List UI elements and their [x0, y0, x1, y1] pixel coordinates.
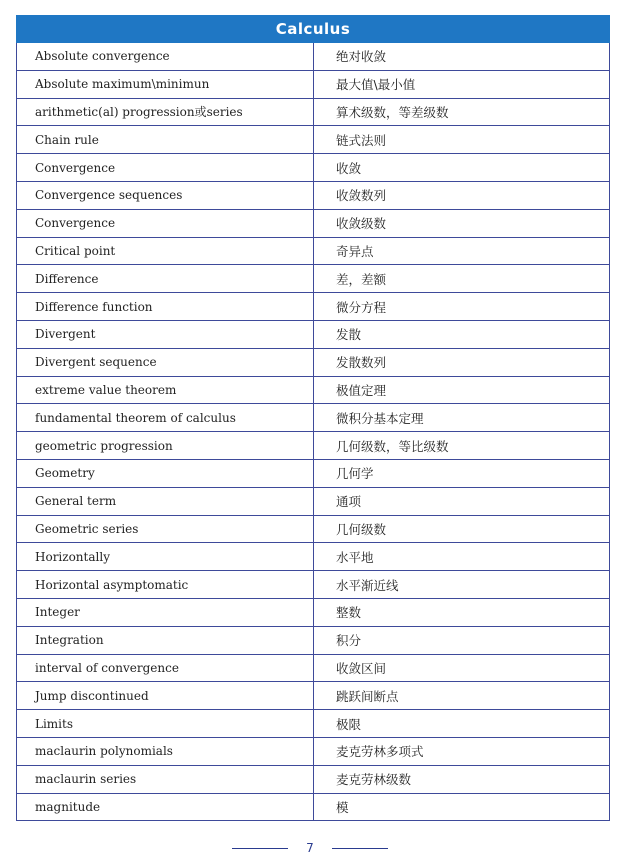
term-english: geometric progression — [17, 432, 314, 460]
term-english: magnitude — [17, 793, 314, 821]
term-english: interval of convergence — [17, 654, 314, 682]
page-number: 7 — [306, 841, 314, 855]
term-chinese: 最大值\最小值 — [314, 70, 610, 98]
term-english: Jump discontinued — [17, 682, 314, 710]
term-chinese: 收敛 — [314, 154, 610, 182]
table-row — [17, 376, 610, 404]
table-row — [17, 598, 610, 626]
term-english: Difference function — [17, 293, 314, 321]
term-english: Horizontal asymptomatic — [17, 571, 314, 599]
term-english: Difference — [17, 265, 314, 293]
term-english: fundamental theorem of calculus — [17, 404, 314, 432]
term-chinese: 麦克劳林级数 — [314, 765, 610, 793]
table-row — [17, 432, 610, 460]
term-chinese: 积分 — [314, 626, 610, 654]
table-row — [17, 181, 610, 209]
table-row — [17, 404, 610, 432]
table-row — [17, 737, 610, 765]
term-english: Absolute convergence — [17, 43, 314, 71]
table-row — [17, 793, 610, 821]
term-english: Integer — [17, 598, 314, 626]
table-row — [17, 682, 610, 710]
term-chinese: 通项 — [314, 487, 610, 515]
term-english: Divergent — [17, 320, 314, 348]
table-row — [17, 126, 610, 154]
term-english: Convergence sequences — [17, 181, 314, 209]
term-chinese: 水平渐近线 — [314, 571, 610, 599]
table-row — [17, 265, 610, 293]
term-english: General term — [17, 487, 314, 515]
term-english: arithmetic(al) progression或series — [17, 98, 314, 126]
term-chinese: 极限 — [314, 710, 610, 738]
term-english: Geometry — [17, 459, 314, 487]
table-row — [17, 320, 610, 348]
term-chinese: 微积分基本定理 — [314, 404, 610, 432]
table-row — [17, 70, 610, 98]
table-row — [17, 348, 610, 376]
footer-rule-right — [332, 848, 388, 849]
table-row — [17, 626, 610, 654]
term-chinese: 绝对收敛 — [314, 43, 610, 71]
table-row — [17, 571, 610, 599]
term-english: Geometric series — [17, 515, 314, 543]
term-english: maclaurin polynomials — [17, 737, 314, 765]
term-rows — [17, 43, 610, 821]
table-row — [17, 293, 610, 321]
term-english: Absolute maximum\minimun — [17, 70, 314, 98]
table-row — [17, 459, 610, 487]
term-english: Limits — [17, 710, 314, 738]
term-english: Convergence — [17, 209, 314, 237]
term-chinese: 发散 — [314, 320, 610, 348]
term-chinese: 几何级数 — [314, 515, 610, 543]
table-row — [17, 98, 610, 126]
table-row — [17, 654, 610, 682]
term-english: Horizontally — [17, 543, 314, 571]
table-row — [17, 237, 610, 265]
term-english: Divergent sequence — [17, 348, 314, 376]
term-chinese: 收敛数列 — [314, 181, 610, 209]
term-english: maclaurin series — [17, 765, 314, 793]
calculus-glossary-table — [16, 15, 610, 821]
term-english: Integration — [17, 626, 314, 654]
term-english: Chain rule — [17, 126, 314, 154]
table-row — [17, 43, 610, 71]
term-chinese: 模 — [314, 793, 610, 821]
page-footer — [0, 838, 620, 858]
term-chinese: 微分方程 — [314, 293, 610, 321]
term-chinese: 跳跃间断点 — [314, 682, 610, 710]
term-chinese: 发散数列 — [314, 348, 610, 376]
table-row — [17, 543, 610, 571]
term-chinese: 麦克劳林多项式 — [314, 737, 610, 765]
term-english: extreme value theorem — [17, 376, 314, 404]
term-chinese: 几何学 — [314, 459, 610, 487]
term-chinese: 收敛级数 — [314, 209, 610, 237]
term-chinese: 奇异点 — [314, 237, 610, 265]
footer-rule-left — [232, 848, 288, 849]
table-row — [17, 515, 610, 543]
term-chinese: 水平地 — [314, 543, 610, 571]
term-chinese: 算术级数，等差级数 — [314, 98, 610, 126]
table-header-row — [17, 16, 610, 43]
table-row — [17, 209, 610, 237]
term-chinese: 收敛区间 — [314, 654, 610, 682]
term-chinese: 几何级数，等比级数 — [314, 432, 610, 460]
table-row — [17, 710, 610, 738]
term-chinese: 整数 — [314, 598, 610, 626]
section-title: Calculus — [17, 16, 610, 43]
table-row — [17, 154, 610, 182]
term-chinese: 极值定理 — [314, 376, 610, 404]
term-chinese: 链式法则 — [314, 126, 610, 154]
term-chinese: 差，差额 — [314, 265, 610, 293]
term-english: Convergence — [17, 154, 314, 182]
table-row — [17, 765, 610, 793]
term-english: Critical point — [17, 237, 314, 265]
table-row — [17, 487, 610, 515]
